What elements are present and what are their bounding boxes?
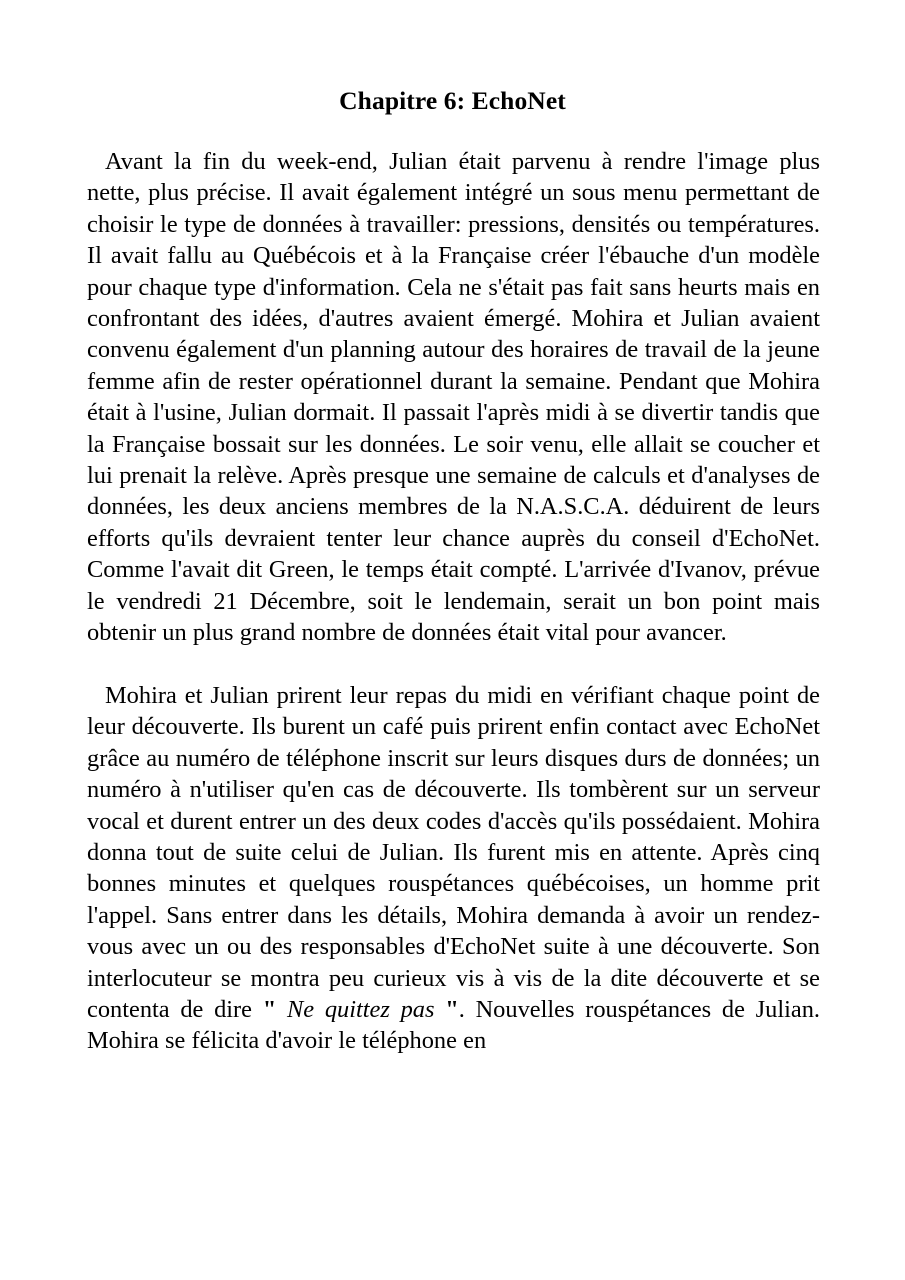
document-body: [87, 146, 820, 1057]
paragraph-2-text-after-quote: . Nouvelles rouspétances de Julian. Mohira se félicita d'avoir le téléphone en: [87, 995, 820, 1055]
quote-close-mark: ": [445, 995, 459, 1023]
quote-open-mark: ": [262, 995, 277, 1023]
paragraph-1: Avant la fin du week-end, Julian était parvenu à rendre l'image plus nette, plus précise. Il avait également intégré un sous menu permettant de choisir le type de données à travailler: pressions, densités ou températures. Il avait fallu au Québécois et à la Française créer l'ébauche d'un modèle pour chaque type d'information. Cela ne s'était pas fait sans heurts mais en confrontant des idées, d'autres avaient émergé. Mohira et Julian avaient convenu également d'un planning autour des horaires de travail de la jeune femme afin de rester opérationnel durant la semaine. Pendant que Mohira était à l'usine, Julian dormait. Il passait l'après midi à se divertir tandis que la Française bossait sur les données. Le soir venu, elle allait se coucher et lui prenait la relève. Après presque une semaine de calculs et d'analyses de données, les deux anciens membres de la N.A.S.C.A. déduirent de leurs efforts qu'ils devraient tenter leur chance auprès du conseil d'EchoNet. Comme l'avait dit Green, le temps était compté. L'arrivée d'Ivanov, prévue le vendredi 21 Décembre, soit le lendemain, serait un bon point mais obtenir un plus grand nombre de données était vital pour avancer.: [87, 148, 820, 647]
page-title: Chapitre 6: EchoNet: [339, 86, 566, 115]
quoted-phrase: Ne quittez pas: [276, 995, 446, 1023]
paragraph-2-text-before-quote: Mohira et Julian prirent leur repas du midi en vérifiant chaque point de leur découverte. Ils burent un café puis prirent enfin contact avec EchoNet grâce au numéro de téléphone inscrit sur leurs disques durs de données; un numéro à n'utiliser qu'en cas de découverte. Ils tombèrent sur un serveur vocal et durent entrer un des deux codes d'accès qu'ils possédaient. Mohira donna tout de suite celui de Julian. Ils furent mis en attente. Après cinq bonnes minutes et quelques rouspétances québécoises, un homme prit l'appel. Sans entrer dans les détails, Mohira demanda à avoir un rendez-vous avec un ou des responsables d'EchoNet suite à une découverte. Son interlocuteur se montra peu curieux vis à vis de la dite découverte et se contenta de dire: [87, 681, 820, 1023]
paragraph-2: [87, 680, 820, 1057]
